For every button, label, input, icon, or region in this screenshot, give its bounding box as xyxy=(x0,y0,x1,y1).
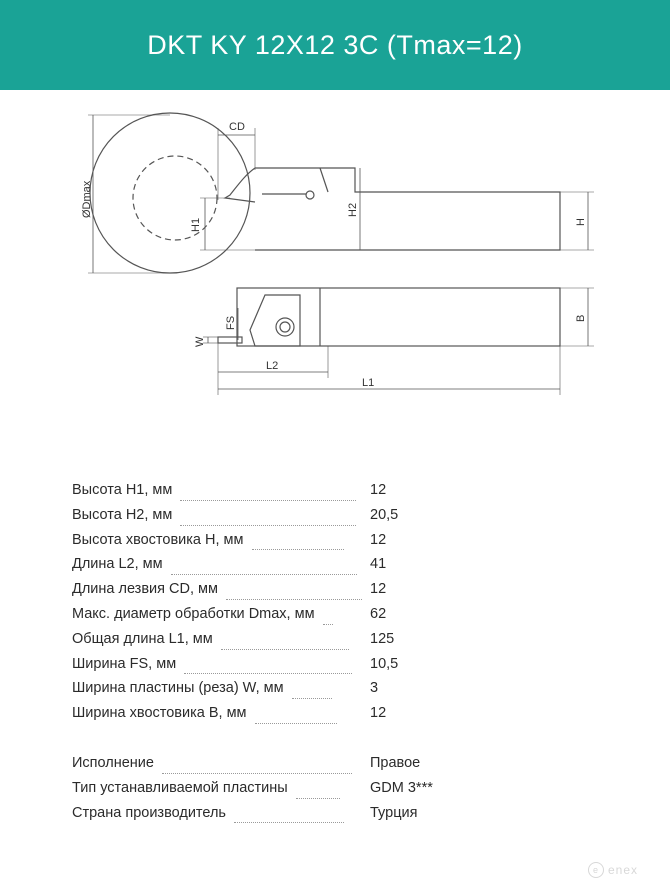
leader-dots xyxy=(162,773,352,774)
spec-label: Исполнение xyxy=(72,754,154,771)
leader-dots xyxy=(296,798,340,799)
spec-row xyxy=(72,755,472,780)
leader-dots xyxy=(255,723,337,724)
spec-label: Высота H2, мм xyxy=(72,506,173,523)
spec-row xyxy=(72,631,472,656)
label-fs: FS xyxy=(225,315,237,330)
workpiece-outer-circle xyxy=(90,113,250,273)
spec-row xyxy=(72,556,472,581)
spec-label: Ширина пластины (реза) W, мм xyxy=(72,680,284,697)
spec-row xyxy=(72,780,472,805)
label-h1: H1 xyxy=(190,217,202,232)
spec-value: 62 xyxy=(370,605,387,622)
spec-label: Длина лезвия CD, мм xyxy=(72,581,218,598)
spec-label: Ширина хвостовика B, мм xyxy=(72,705,247,722)
spec-label: Высота H1, мм xyxy=(72,482,173,498)
spec-value: 12 xyxy=(370,581,387,598)
leader-dots xyxy=(180,500,356,501)
spec-row xyxy=(72,482,472,507)
spec-label: Длина L2, мм xyxy=(72,556,163,573)
section-gap xyxy=(72,730,472,755)
spec-value: 41 xyxy=(370,556,387,573)
spec-row xyxy=(72,581,472,606)
spec-label: Макс. диаметр обработки Dmax, мм xyxy=(72,605,315,622)
leader-dots xyxy=(323,624,333,625)
label-h2: H2 xyxy=(347,202,359,217)
spec-label: Ширина FS, мм xyxy=(72,655,177,672)
leader-dots xyxy=(180,525,356,526)
spec-value: 20,5 xyxy=(370,506,399,523)
leader-dots xyxy=(171,574,357,575)
spec-table xyxy=(72,482,472,829)
header-bar xyxy=(0,0,670,90)
spec-row xyxy=(72,507,472,532)
label-l2: L2 xyxy=(266,360,279,372)
leader-dots xyxy=(234,822,344,823)
spec-value: GDM 3*** xyxy=(370,779,433,796)
spec-label: Общая длина L1, мм xyxy=(72,630,213,647)
spec-value: 12 xyxy=(370,705,387,722)
spec-value: 12 xyxy=(370,531,387,548)
spec-value: 10,5 xyxy=(370,655,399,672)
spec-row xyxy=(72,705,472,730)
tool-schematic xyxy=(0,90,670,430)
spec-row xyxy=(72,532,472,557)
spec-value: 3 xyxy=(370,680,379,697)
brand-logo xyxy=(588,862,638,878)
label-h: H xyxy=(575,218,587,226)
label-w: W xyxy=(194,336,206,347)
leader-dots xyxy=(184,673,352,674)
spec-row xyxy=(72,656,472,681)
leader-dots xyxy=(226,599,362,600)
spec-label: Тип устанавливаемой пластины xyxy=(72,779,288,796)
label-b: B xyxy=(575,314,587,322)
technical-drawing xyxy=(0,90,670,430)
spec-row xyxy=(72,805,472,830)
label-dmax: ØDmax xyxy=(81,180,93,218)
tool-body-side xyxy=(237,288,560,346)
page-title: DKT KY 12X12 3C (Tmax=12) xyxy=(147,29,523,60)
spec-value: Правое xyxy=(370,754,421,771)
tool-body-top xyxy=(255,168,560,250)
spec-label: Страна производитель xyxy=(72,804,226,821)
spec-value: 12 xyxy=(370,482,387,498)
label-cd: CD xyxy=(229,121,245,133)
dimension-labels xyxy=(81,121,587,389)
spec-value: 125 xyxy=(370,630,395,647)
spec-label: Высота хвостовика H, мм xyxy=(72,531,244,548)
leader-dots xyxy=(292,698,332,699)
label-l1: L1 xyxy=(362,377,375,389)
leader-dots xyxy=(221,649,349,650)
leader-dots xyxy=(252,549,344,550)
spec-row xyxy=(72,606,472,631)
spec-row xyxy=(72,680,472,705)
logo-text: enex xyxy=(608,863,639,877)
logo-icon: e xyxy=(588,862,604,878)
spec-value: Турция xyxy=(370,804,418,821)
